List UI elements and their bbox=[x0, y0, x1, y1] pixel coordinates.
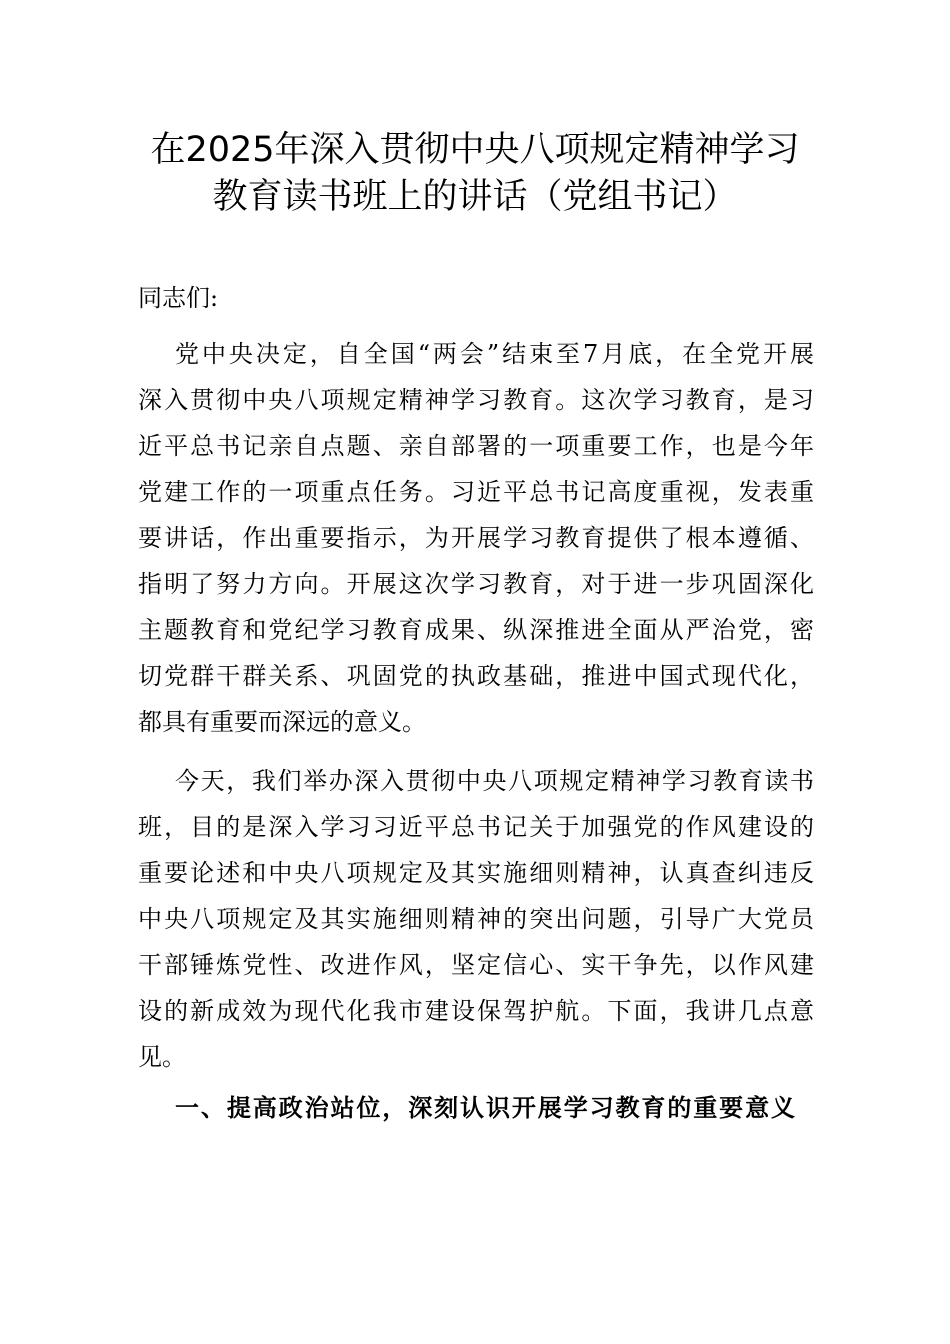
paragraph-1-line: 要讲话，作出重要指示，为开展学习教育提供了根本遵循、 bbox=[138, 524, 814, 552]
paragraph-2-line: 见。 bbox=[138, 1043, 186, 1071]
salutation: 同志们: bbox=[138, 284, 219, 312]
title-line-2: 教育读书班上的讲话（党组书记） bbox=[212, 177, 738, 217]
paragraph-2-line: 班，目的是深入学习习近平总书记关于加强党的作风建设的 bbox=[138, 813, 814, 841]
paragraph-1-line: 主题教育和党纪学习教育成果、纵深推进全面从严治党，密 bbox=[138, 616, 814, 644]
paragraph-1-line: 都具有重要而深远的意义。 bbox=[138, 708, 426, 736]
section-heading: 一、提高政治站位，深刻认识开展学习教育的重要意义 bbox=[175, 1094, 795, 1122]
paragraph-1-line: 指明了努力方向。开展这次学习教育，对于进一步巩固深化 bbox=[138, 570, 814, 598]
paragraph-1-line: 深入贯彻中央八项规定精神学习教育。这次学习教育，是习 bbox=[138, 386, 814, 414]
paragraph-2-line: 设的新成效为现代化我市建设保驾护航。下面，我讲几点意 bbox=[138, 997, 814, 1025]
paragraph-1-line: 近平总书记亲自点题、亲自部署的一项重要工作，也是今年 bbox=[138, 432, 814, 460]
paragraph-1-line: 切党群干群关系、巩固党的执政基础，推进中国式现代化， bbox=[138, 662, 814, 690]
paragraph-2-line: 今天，我们举办深入贯彻中央八项规定精神学习教育读书 bbox=[175, 767, 814, 795]
paragraph-2-line: 中央八项规定及其实施细则精神的突出问题，引导广大党员 bbox=[138, 905, 814, 933]
paragraph-2-line: 干部锤炼党性、改进作风，坚定信心、实干争先，以作风建 bbox=[138, 951, 814, 979]
title-line-1: 在2025年深入贯彻中央八项规定精神学习 bbox=[150, 130, 800, 170]
paragraph-2-line: 重要论述和中央八项规定及其实施细则精神，认真查纠违反 bbox=[138, 859, 814, 887]
paragraph-1-line: 党建工作的一项重点任务。习近平总书记高度重视，发表重 bbox=[138, 478, 814, 506]
paragraph-1-line: 党中央决定，自全国“两会”结束至7月底，在全党开展 bbox=[175, 340, 814, 368]
